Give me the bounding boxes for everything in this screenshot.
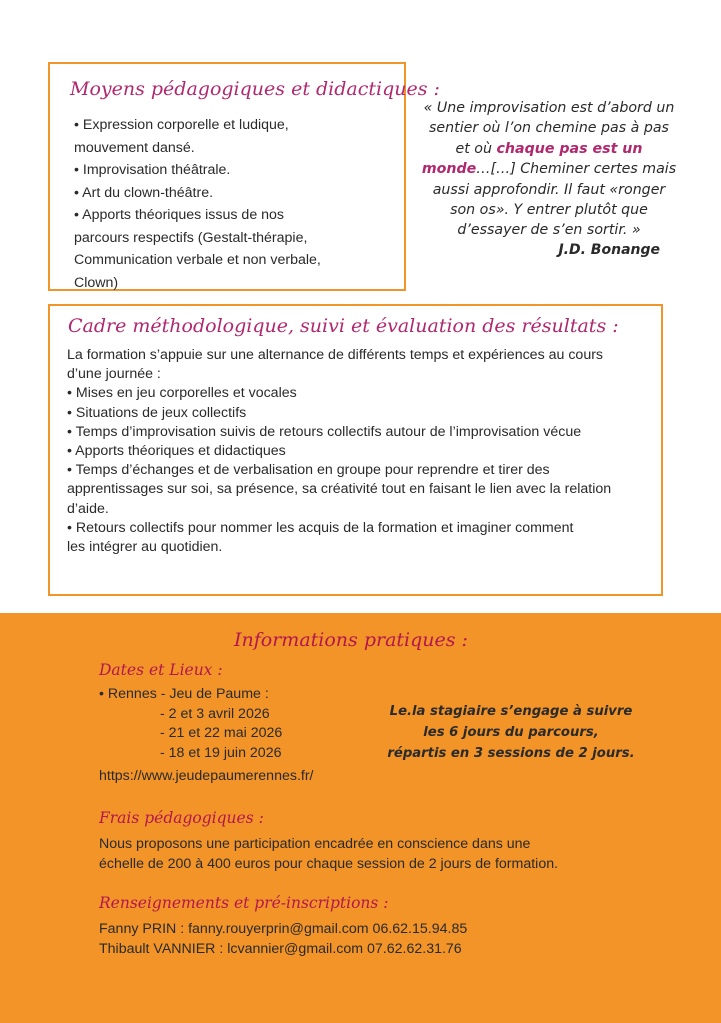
dates-title: Dates et Lieux : xyxy=(99,661,223,679)
framework-title: Cadre méthodologique, suivi et évaluation des résultats : xyxy=(68,315,619,337)
engagement-line: les 6 jours du parcours, xyxy=(423,725,599,740)
dates-list xyxy=(99,685,282,763)
contact-item[interactable]: Thibault VANNIER : lcvannier@gmail.com 07.62.62.31.76 xyxy=(99,941,462,957)
list-item: • Apports théoriques et didactiques xyxy=(67,443,286,460)
list-item: Clown) xyxy=(74,274,119,291)
list-item: apprentissages sur soi, sa présence, sa créativité tout en faisant le lien avec la relation xyxy=(67,481,612,498)
contact-title: Renseignements et pré-inscriptions : xyxy=(99,894,389,912)
list-item: • Retours collectifs pour nommer les acquis de la formation et imaginer comment xyxy=(67,519,574,536)
date-item: - 2 et 3 avril 2026 xyxy=(160,705,270,722)
location: • Rennes - Jeu de Paume : xyxy=(99,686,269,702)
means-box xyxy=(48,62,440,291)
list-item: • Situations de jeux collectifs xyxy=(67,404,247,421)
quote-highlight: chaque pas est un monde xyxy=(421,140,643,178)
date-item: - 18 et 19 juin 2026 xyxy=(160,744,282,761)
framework-box xyxy=(48,304,663,596)
means-list xyxy=(74,114,392,294)
list-item: mouvement dansé. xyxy=(74,139,195,156)
list-item: • Improvisation théâtrale. xyxy=(74,162,231,178)
quote xyxy=(420,98,678,241)
practical-title: Informations pratiques : xyxy=(234,629,468,651)
quote-author: J.D. Bonange xyxy=(558,242,660,258)
framework-list xyxy=(67,346,652,557)
list-item: • Art du clown-théâtre. xyxy=(74,184,214,201)
contacts-list xyxy=(99,919,467,959)
engagement-note xyxy=(372,701,650,764)
contact-item[interactable]: Fanny PRIN : fanny.rouyerprin@gmail.com 06.62.15.94.85 xyxy=(99,921,468,937)
list-item: • Temps d’improvisation suivis de retours collectifs autour de l’improvisation vécue xyxy=(67,423,582,440)
list-item: • Apports théoriques issus de nos xyxy=(74,207,285,223)
quote-text: « Une improvisation est d’abord un sentier où l’on chemine pas à pas et où xyxy=(423,100,675,157)
list-item: Communication verbale et non verbale, xyxy=(74,252,321,268)
list-item: • Temps d’échanges et de verbalisation en groupe pour reprendre et tirer des xyxy=(67,462,550,479)
list-item: • Mises en jeu corporelles et vocales xyxy=(67,385,297,402)
list-item: • Expression corporelle et ludique, xyxy=(74,117,289,133)
list-item: d’une journée : xyxy=(67,366,161,383)
list-item: d’aide. xyxy=(67,500,109,517)
engagement-line: Le.la stagiaire s’engage à suivre xyxy=(389,704,633,719)
practical-info-section xyxy=(0,613,721,1023)
means-title: Moyens pédagogiques et didactiques : xyxy=(70,78,440,100)
list-item: La formation s’appuie sur une alternance de différents temps et expériences au cours xyxy=(67,347,604,363)
engagement-line: répartis en 3 sessions de 2 jours. xyxy=(387,746,635,761)
fees-title: Frais pédagogiques : xyxy=(99,809,264,827)
quote-text-end: …[…] Cheminer certes mais aussi approfondir. Il faut «ronger son os». Y entrer plutôt que d’essayer de s’en sortir. » xyxy=(432,161,677,239)
date-item: - 21 et 22 mai 2026 xyxy=(160,725,283,742)
list-item: les intégrer au quotidien. xyxy=(67,539,223,556)
fees-text: Nous proposons une participation encadrée en conscience dans une échelle de 200 à 400 euros pour chaque session de 2 jours de formation. xyxy=(99,836,559,873)
venue-link[interactable]: https://www.jeudepaumerennes.fr/ xyxy=(99,768,314,784)
list-item: parcours respectifs (Gestalt-thérapie, xyxy=(74,229,308,246)
